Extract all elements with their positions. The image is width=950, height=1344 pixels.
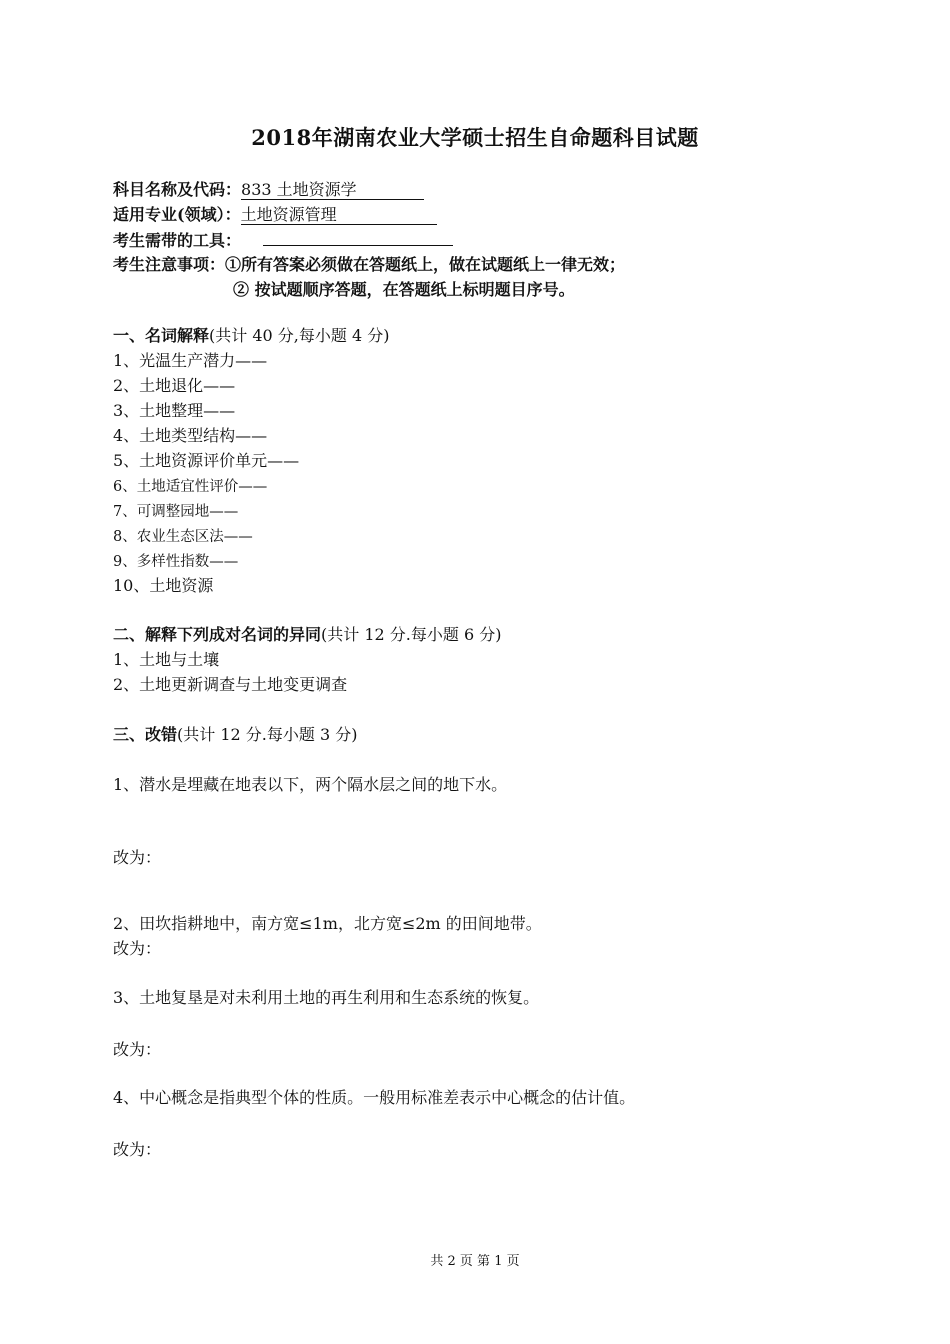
list-item: 6、土地适宜性评价——: [113, 479, 268, 495]
list-item: 3、土地整理——: [113, 401, 236, 420]
section3-note: (共计 12 分.每小题 3 分): [177, 725, 358, 744]
section1-heading-row: [113, 326, 389, 346]
tools-label: 考生需带的工具：: [113, 231, 242, 250]
answer-label: 改为：: [113, 1140, 162, 1159]
section3-heading-row: [113, 725, 357, 745]
question-3: 3、土地复垦是对未利用土地的再生利用和生态系统的恢复。: [113, 988, 540, 1007]
question-4: 4、中心概念是指典型个体的性质。一般用标准差表示中心概念的估计值。: [113, 1088, 636, 1107]
major-value: 土地资源管理: [241, 206, 437, 225]
list-item: 8、农业生态区法——: [113, 529, 253, 545]
list-item: 5、土地资源评价单元——: [113, 451, 300, 470]
tools-row: [113, 227, 453, 251]
list-item: 2、土地更新调查与土地变更调查: [113, 675, 348, 694]
subject-value: 833 土地资源学: [241, 181, 424, 200]
list-item: 7、可调整园地——: [113, 504, 239, 520]
list-item: 1、光温生产潜力——: [113, 351, 268, 370]
major-label: 适用专业(领域）：: [113, 205, 241, 224]
subject-label: 科目名称及代码：: [113, 180, 242, 199]
page-title: 2018年湖南农业大学硕士招生自命题科目试题: [251, 125, 699, 150]
list-item: 4、土地类型结构——: [113, 426, 268, 445]
major-row: [113, 202, 437, 225]
notice-2: ② 按试题顺序答题，在答题纸上标明题目序号。: [233, 280, 575, 299]
section1-note: (共计 40 分,每小题 4 分): [209, 326, 390, 345]
section2-heading-row: [113, 625, 501, 645]
section3-heading: 三、改错: [113, 725, 178, 744]
question-2: 2、田坎指耕地中，南方宽≤1m，北方宽≤2m 的田间地带。: [113, 914, 542, 933]
answer-label: 改为：: [113, 939, 162, 958]
answer-label: 改为：: [113, 1040, 162, 1059]
list-item: 2、土地退化——: [113, 376, 236, 395]
notice-1: ①所有答案必须做在答题纸上，做在试题纸上一律无效；: [225, 255, 626, 274]
question-1: 1、潜水是埋藏在地表以下，两个隔水层之间的地下水。: [113, 775, 508, 794]
section2-heading: 二、解释下列成对名词的异同: [113, 625, 322, 644]
notice-label: 考生注意事项：: [113, 255, 226, 274]
list-item: 9、多样性指数——: [113, 554, 239, 570]
section2-note: (共计 12 分.每小题 6 分): [321, 625, 502, 644]
subject-row: [113, 177, 424, 200]
list-item: 10、土地资源: [113, 576, 214, 595]
tools-value: [263, 227, 453, 246]
notice-row: [113, 252, 625, 275]
section1-heading: 一、名词解释: [113, 326, 210, 345]
list-item: 1、土地与土壤: [113, 650, 220, 669]
answer-label: 改为：: [113, 848, 162, 867]
page-footer: 共 2 页 第 1 页: [430, 1254, 520, 1269]
